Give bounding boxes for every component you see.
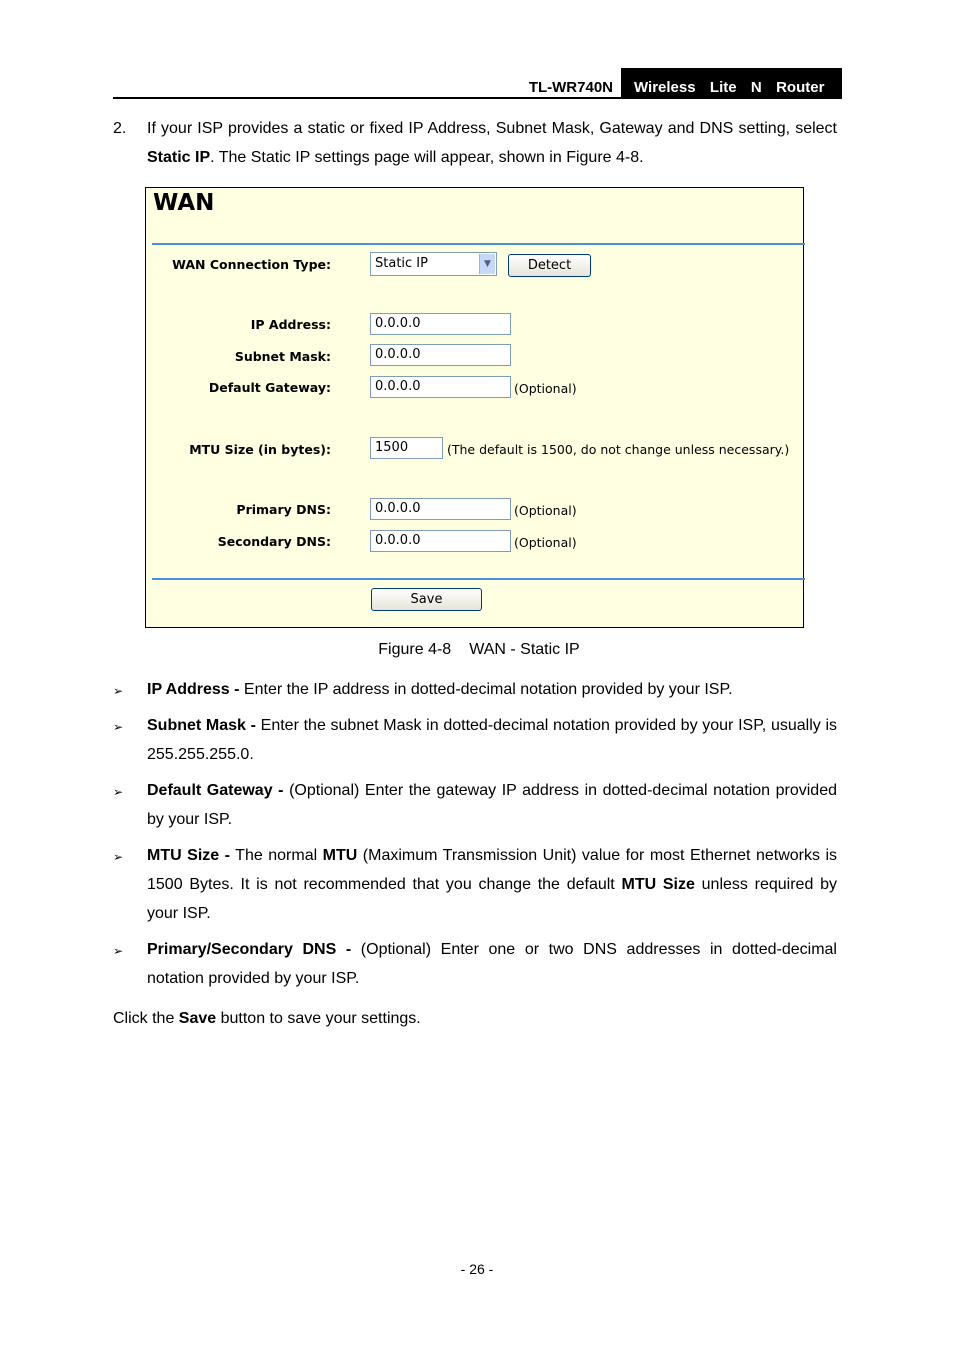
header-model: TL-WR740N — [528, 79, 613, 96]
bullet-desc: (Optional) Enter one or two DNS addresses in dotted-decimal notation provided by your ISP. — [147, 941, 837, 987]
gateway-optional-note: (Optional) — [514, 381, 577, 396]
bullet-term: Default Gateway - — [147, 782, 284, 799]
bullet-marker: ➢ — [113, 684, 124, 698]
closing-bold: Save — [178, 1010, 217, 1027]
figure-caption — [0, 641, 954, 659]
bullet-desc: Enter the subnet Mask in dotted-decimal notation provided by your ISP, usually is 255.255.255.0. — [147, 717, 837, 763]
header-rule — [113, 97, 842, 99]
bullet-desc-3: unless required by your ISP. — [147, 876, 837, 922]
bullet-desc: (Optional) Enter the gateway IP address in dotted-decimal notation provided by your ISP. — [147, 782, 837, 828]
header-product-label: Wireless Lite N Router — [634, 79, 825, 96]
ip-address-input[interactable]: 0.0.0.0 — [370, 313, 511, 335]
secondary-dns-optional-note: (Optional) — [514, 535, 577, 550]
step-text — [147, 114, 837, 172]
bullet-marker: ➢ — [113, 850, 124, 864]
secondary-dns-label: Secondary DNS: — [217, 534, 331, 549]
secondary-dns-input[interactable]: 0.0.0.0 — [370, 530, 511, 552]
bullet-term-mtu: MTU — [322, 847, 358, 864]
step-bold: Static IP — [147, 149, 211, 166]
mtu-size-input[interactable]: 1500 — [370, 437, 443, 459]
mtu-note: (The default is 1500, do not change unless necessary.) — [447, 442, 790, 457]
bullet-default-gateway — [147, 776, 837, 834]
wan-figure — [145, 187, 804, 628]
subnet-mask-label: Subnet Mask: — [234, 349, 331, 364]
step-text-1: If your ISP provides a static or fixed IP Address, Subnet Mask, Gateway and DNS setting, select — [147, 120, 837, 137]
primary-dns-input[interactable]: 0.0.0.0 — [370, 498, 511, 520]
bullet-marker: ➢ — [113, 785, 124, 799]
bullet-marker: ➢ — [113, 720, 124, 734]
subnet-mask-input[interactable]: 0.0.0.0 — [370, 344, 511, 366]
bullet-dns — [147, 935, 837, 993]
primary-dns-label: Primary DNS: — [236, 502, 331, 517]
bullet-desc-2: (Maximum Transmission Unit) value for most Ethernet networks is 1500 Bytes. It is not recommended that you change the default — [147, 847, 838, 893]
bullet-ip-address — [147, 675, 837, 704]
bottom-divider — [152, 578, 805, 580]
caption-number: Figure 4-8 — [378, 641, 452, 658]
detect-button[interactable]: Detect — [508, 254, 591, 277]
connection-type-label: WAN Connection Type: — [172, 257, 331, 272]
bullet-term: Subnet Mask - — [147, 717, 256, 734]
mtu-size-label: MTU Size (in bytes): — [189, 442, 331, 457]
bullet-term-mtu-size: MTU Size — [621, 876, 695, 893]
connection-type-value: Static IP — [375, 256, 428, 271]
default-gateway-label: Default Gateway: — [208, 380, 331, 395]
closing-text-2: button to save your settings. — [216, 1010, 421, 1027]
top-divider — [152, 243, 805, 245]
page-number: - 26 - — [460, 1261, 494, 1277]
bullet-desc: The normal — [229, 847, 323, 864]
bullet-term: MTU Size - — [147, 847, 230, 864]
closing-text-1: Click the — [113, 1010, 179, 1027]
default-gateway-input[interactable]: 0.0.0.0 — [370, 376, 511, 398]
wan-title: WAN — [153, 190, 215, 216]
save-button[interactable]: Save — [371, 588, 482, 611]
bullet-mtu-size — [147, 841, 837, 928]
caption-text: WAN - Static IP — [469, 641, 580, 658]
header-product — [621, 68, 842, 99]
ip-address-label: IP Address: — [250, 317, 331, 332]
bullet-desc: Enter the IP address in dotted-decimal notation provided by your ISP. — [239, 681, 733, 698]
primary-dns-optional-note: (Optional) — [514, 503, 577, 518]
chevron-down-icon[interactable]: ▼ — [479, 254, 495, 274]
bullet-marker: ➢ — [113, 944, 124, 958]
step-number: 2. — [113, 120, 127, 137]
bullet-term: Primary/Secondary DNS - — [147, 941, 352, 958]
connection-type-select[interactable] — [370, 252, 497, 276]
bullet-subnet-mask — [147, 711, 837, 769]
bullet-term: IP Address - — [147, 681, 240, 698]
closing-text — [113, 1004, 421, 1033]
step-text-2: . The Static IP settings page will appear, shown in Figure 4-8. — [210, 149, 644, 166]
